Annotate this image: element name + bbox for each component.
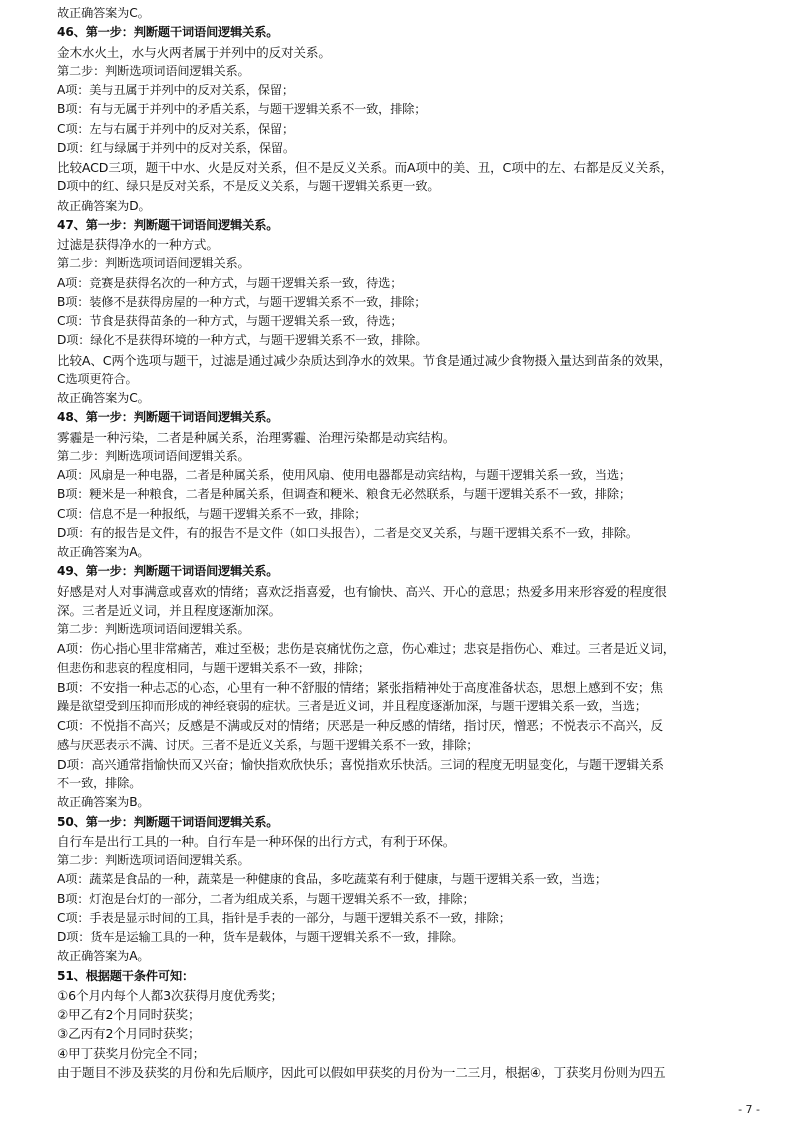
text-line: D项：绿化不是获得环境的一种方式，与题干逻辑关系不一致，排除。	[57, 333, 428, 348]
text-line: 故正确答案为D。	[57, 198, 151, 213]
text-line: D项：有的报告是文件，有的报告不是文件（如口头报告），二者是交叉关系，与题干逻辑关系不一致，排除。	[57, 525, 638, 540]
text-line: 第二步：判断选项词语间逻辑关系。	[57, 622, 250, 636]
text-line: 但悲伤和悲哀的程度相同，与题干逻辑关系不一致，排除；	[57, 660, 370, 675]
text-line: 比较ACD三项，题干中水、火是反对关系，但不是反义关系。而A项中的美、丑，C项中的左、右都是反义关系，	[57, 160, 673, 175]
page-number: - 7 -	[738, 1103, 760, 1116]
text-line: 深。三者是近义词，并且程度逐渐加深。	[57, 602, 281, 618]
text-line: ③乙丙有2个月同时获奖；	[57, 1026, 201, 1042]
text-line: D项中的红、绿只是反对关系，不是反义关系，与题干逻辑关系更一致。	[57, 179, 440, 194]
question-heading: 47、第一步：判断题干词语间逻辑关系。	[57, 217, 279, 232]
text-line: 第二步：判断选项词语间逻辑关系。	[57, 256, 250, 271]
text-line: C选项更符合。	[57, 371, 138, 386]
text-line: 感与厌恶表示不满、讨厌。三者不是近义关系，与题干逻辑关系不一致，排除；	[57, 737, 479, 752]
text-line: 躁是欲望受到压抑而形成的神经衰弱的症状。三者是近义词，并且程度逐渐加深，与题干逻辑关系一致，当选；	[57, 699, 647, 713]
text-line: C项：信息不是一种报纸，与题干逻辑关系不一致，排除；	[57, 506, 367, 521]
text-line: ②甲乙有2个月同时获奖；	[57, 1007, 201, 1022]
text-line: 比较A、C两个选项与题干，过滤是通过减少杂质达到净水的效果。节食是通过减少食物摄入量达到苗条的效果，	[57, 352, 672, 368]
text-line: 由于题目不涉及获奖的月份和先后顺序，因此可以假如甲获奖的月份为一二三月，根据④，丁获奖月份则为四五	[57, 1064, 666, 1080]
text-line: 好感是对人对事满意或喜欢的情绪；喜欢泛指喜爱，也有愉快、高兴、开心的意思；热爱多用来形容爱的程度很	[57, 583, 667, 599]
text-line: 故正确答案为C。	[57, 391, 150, 405]
text-line: C项：左与右属于并列中的反对关系，保留；	[57, 121, 295, 136]
text-line: B项：有与无属于并列中的矛盾关系，与题干逻辑关系不一致，排除；	[57, 102, 427, 117]
text-line: 自行车是出行工具的一种。自行车是一种环保的出行方式，有利于环保。	[57, 833, 456, 849]
question-heading: 51、根据题干条件可知：	[57, 968, 195, 983]
document-page	[57, 4, 747, 1082]
question-heading: 48、第一步：判断题干词语间逻辑关系。	[57, 410, 279, 425]
text-line: 故正确答案为A。	[57, 545, 150, 559]
text-line: 过滤是获得净水的一种方式。	[57, 237, 219, 252]
text-line: C项：节食是获得苗条的一种方式，与题干逻辑关系一致，待选；	[57, 314, 403, 328]
text-line: C项：不悦指不高兴；反感是不满或反对的情绪；厌恶是一种反感的情绪，指讨厌，憎恶；不悦表示不高兴，反	[57, 718, 663, 734]
text-line: A项：竞赛是获得名次的一种方式，与题干逻辑关系一致，待选；	[57, 275, 403, 290]
text-line: 第二步：判断选项词语间逻辑关系。	[57, 448, 250, 463]
question-heading: 50、第一步：判断题干词语间逻辑关系。	[57, 814, 279, 829]
text-line: D项：高兴通常指愉快而又兴奋；愉快指欢欣快乐；喜悦指欢乐快活。三词的程度无明显变化，与题干逻辑关系	[57, 756, 664, 772]
text-line: A项：风扇是一种电器，二者是种属关系，使用风扇、使用电器都是动宾结构，与题干逻辑关系一致，当选；	[57, 468, 631, 482]
text-line: 不一致，排除。	[57, 776, 142, 790]
text-line: 故正确答案为C。	[57, 6, 150, 20]
text-line: 第二步：判断选项词语间逻辑关系。	[57, 63, 250, 78]
text-line: 故正确答案为A。	[57, 949, 150, 964]
text-line: B项：粳米是一种粮食，二者是种属关系，但调查和粳米、粮食无必然联系，与题干逻辑关系不一致，排除；	[57, 487, 631, 502]
text-line: D项：红与绿属于并列中的反对关系，保留。	[57, 140, 295, 155]
question-heading: 49、第一步：判断题干词语间逻辑关系。	[57, 564, 279, 579]
text-line: 故正确答案为B。	[57, 795, 150, 810]
question-heading: 46、第一步：判断题干词语间逻辑关系。	[57, 25, 279, 40]
text-line: C项：手表是显示时间的工具，指针是手表的一部分，与题干逻辑关系不一致，排除；	[57, 910, 511, 925]
text-line: 第二步：判断选项词语间逻辑关系。	[57, 853, 250, 867]
text-line: A项：蔬菜是食品的一种，蔬菜是一种健康的食品，多吃蔬菜有利于健康，与题干逻辑关系一致，当选；	[57, 872, 607, 887]
text-line: A项：伤心指心里非常痛苦，难过至极；悲伤是哀痛忧伤之意，伤心难过；悲哀是指伤心、难过。三者是近义词，	[57, 641, 676, 657]
text-line: ①6个月内每个人都3次获得月度优秀奖；	[57, 987, 283, 1003]
text-line: B项：装修不是获得房屋的一种方式，与题干逻辑关系不一致，排除；	[57, 294, 427, 309]
text-line: B项：灯泡是台灯的一部分，二者为组成关系，与题干逻辑关系不一致，排除；	[57, 891, 475, 906]
text-line: A项：美与丑属于并列中的反对关系，保留；	[57, 83, 294, 97]
text-line: D项：货车是运输工具的一种，货车是载体，与题干逻辑关系不一致，排除。	[57, 930, 464, 944]
text-line: 金木水火土，水与火两者属于并列中的反对关系。	[57, 44, 331, 60]
text-line: B项：不安指一种忐忑的心态，心里有一种不舒服的情绪；紧张指精神处于高度准备状态，思想上感到不安；焦	[57, 679, 663, 695]
text-line: ④甲丁获奖月份完全不同；	[57, 1045, 206, 1061]
text-line: 雾霾是一种污染，二者是种属关系，治理雾霾、治理污染都是动宾结构。	[57, 429, 456, 445]
